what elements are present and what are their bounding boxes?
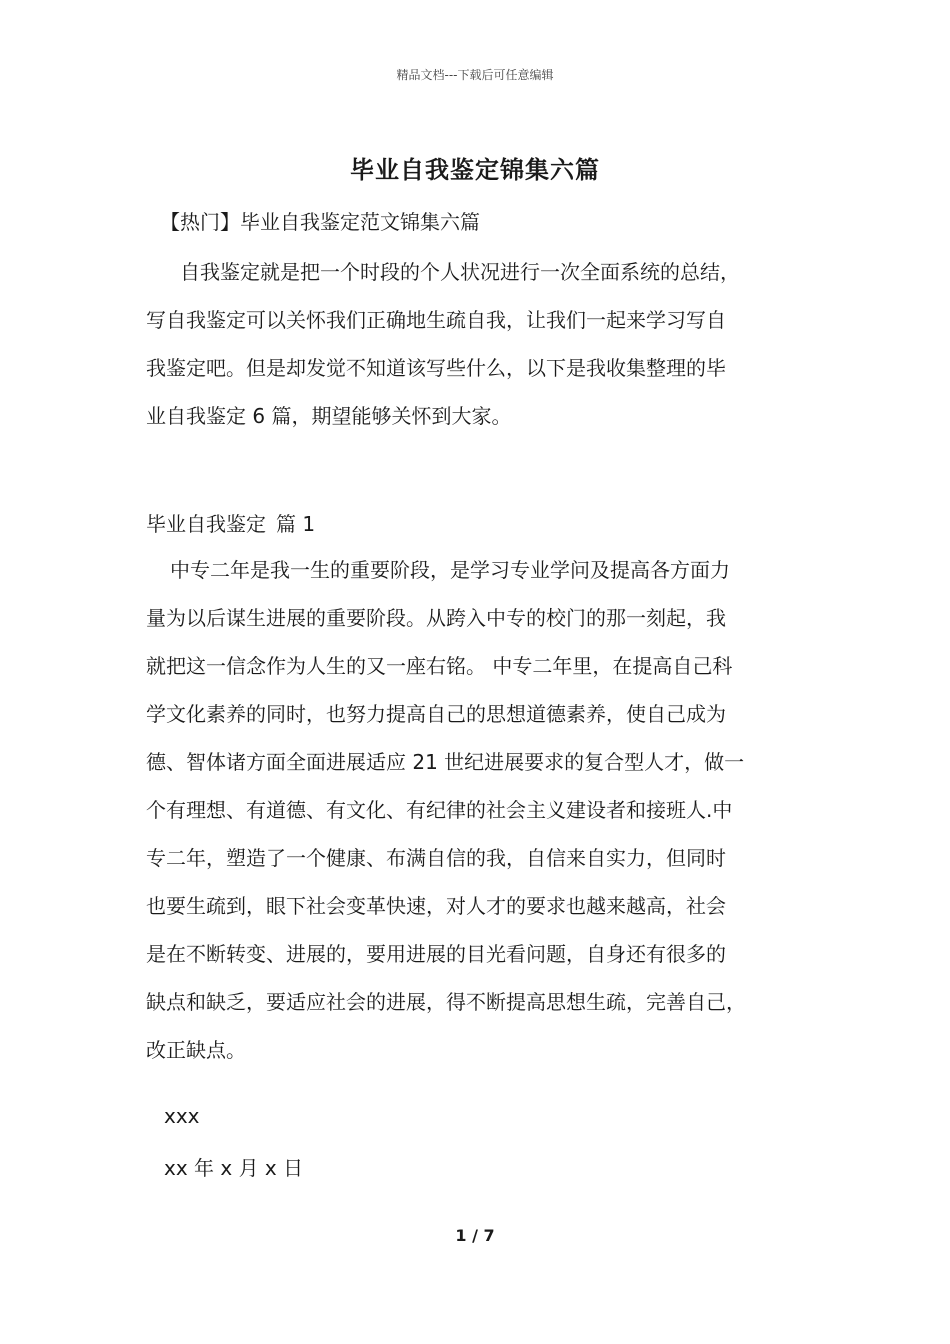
- signature-date: xx 年 x 月 x 日: [164, 1156, 304, 1180]
- body-line: 中专二年是我一生的重要阶段，是学习专业学问及提高各方面力: [170, 558, 730, 582]
- body-line: 德、智体诸方面全面进展适应 21 世纪进展要求的复合型人才，做一: [146, 750, 745, 774]
- intro-paragraph: [146, 248, 826, 440]
- body-line: 量为以后谋生进展的重要阶段。从跨入中专的校门的那一刻起，我: [146, 606, 726, 630]
- intro-line: 自我鉴定就是把一个时段的个人状况进行一次全面系统的总结，: [180, 260, 740, 284]
- body-line: 是在不断转变、进展的，要用进展的目光看问题，自身还有很多的: [146, 942, 726, 966]
- body-line: 也要生疏到，眼下社会变革快速，对人才的要求也越来越高，社会: [146, 894, 726, 918]
- page-number: 1 / 7: [455, 1226, 495, 1245]
- document-subtitle: 【热门】毕业自我鉴定范文锦集六篇: [160, 210, 480, 234]
- body-paragraph: [146, 546, 826, 1074]
- signature-name: xxx: [164, 1104, 200, 1128]
- section-heading: [146, 508, 315, 537]
- section-label: 毕业自我鉴定: [146, 512, 266, 536]
- body-line: 个有理想、有道德、有文化、有纪律的社会主义建设者和接班人.中: [146, 798, 733, 822]
- body-line: 就把这一信念作为人生的又一座右铭。 中专二年里，在提高自己科: [146, 654, 733, 678]
- section-number: 篇 1: [276, 512, 316, 536]
- header-note: 精品文档---下载后可任意编辑: [396, 68, 554, 82]
- body-line: 学文化素养的同时，也努力提高自己的思想道德素养，使自己成为: [146, 702, 726, 726]
- intro-line: 业自我鉴定 6 篇，期望能够关怀到大家。: [146, 404, 512, 428]
- body-line: 改正缺点。: [146, 1038, 246, 1062]
- document-title: 毕业自我鉴定锦集六篇: [350, 156, 600, 184]
- body-line: 缺点和缺乏，要适应社会的进展，得不断提高思想生疏，完善自己，: [146, 990, 746, 1014]
- body-line: 专二年，塑造了一个健康、布满自信的我，自信来自实力，但同时: [146, 846, 726, 870]
- intro-line: 我鉴定吧。但是却发觉不知道该写些什么，以下是我收集整理的毕: [146, 356, 726, 380]
- intro-line: 写自我鉴定可以关怀我们正确地生疏自我，让我们一起来学习写自: [146, 308, 726, 332]
